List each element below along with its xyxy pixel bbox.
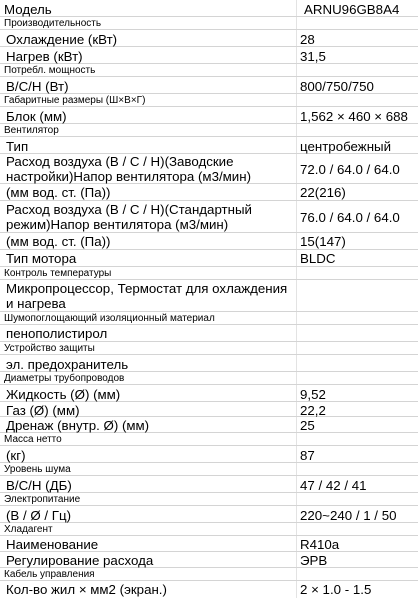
spec-value: BLDC <box>300 251 336 266</box>
spec-value: 2 × 1.0 - 1.5 <box>300 582 372 597</box>
spec-row-airflow-standard <box>0 201 418 233</box>
spec-value: 72.0 / 64.0 / 64.0 <box>300 162 400 177</box>
spec-value: 76.0 / 64.0 / 64.0 <box>300 210 400 225</box>
section-power-supply <box>0 493 418 506</box>
spec-label: Кол-во жил × мм2 (экран.) <box>6 582 167 597</box>
spec-row-pressure-standard <box>0 233 418 250</box>
section-pipes <box>0 372 418 385</box>
spec-row-refrigerant-name <box>0 536 418 552</box>
spec-row-heating <box>0 47 418 64</box>
spec-label: Микропроцессор, Термостат для охлаждения и нагрева <box>6 281 288 311</box>
spec-row-liquid <box>0 385 418 402</box>
spec-label: Расход воздуха (В / С / Н)(Заводские настройки)Напор вентилятора (м3/мин) <box>6 154 251 184</box>
spec-label: эл. предохранитель <box>6 357 129 372</box>
section-title: Контроль температуры <box>4 268 112 279</box>
spec-label: (мм вод. ст. (Па)) <box>6 234 111 249</box>
model-value: ARNU96GB8A4 <box>304 2 400 17</box>
spec-label: Тип <box>6 139 29 154</box>
model-label: Модель <box>4 2 52 17</box>
section-title: Электропитание <box>4 494 81 505</box>
spec-value: 87 <box>300 448 315 463</box>
spec-label: Тип мотора <box>6 251 77 266</box>
model-row <box>0 0 418 17</box>
section-noise <box>0 463 418 476</box>
section-cable <box>0 568 418 581</box>
section-dimensions <box>0 94 418 107</box>
spec-row-pressure-factory <box>0 184 418 201</box>
spec-row-drain <box>0 417 418 433</box>
spec-row-regulation <box>0 552 418 568</box>
spec-row-fan-type <box>0 137 418 154</box>
spec-row-noise <box>0 476 418 493</box>
spec-row-supply <box>0 506 418 523</box>
section-insulation <box>0 312 418 325</box>
spec-value: 220~240 / 1 / 50 <box>300 508 397 523</box>
spec-label: (В / Ø / Гц) <box>6 508 72 523</box>
section-temperature-control <box>0 267 418 280</box>
spec-value: 28 <box>300 32 315 47</box>
section-title: Уровень шума <box>4 464 71 475</box>
spec-value: R410a <box>300 537 340 552</box>
spec-row-airflow-factory <box>0 154 418 184</box>
section-performance <box>0 17 418 30</box>
spec-label: В/С/Н (Вт) <box>6 79 69 94</box>
section-title: Хладагент <box>4 524 53 535</box>
section-refrigerant <box>0 523 418 536</box>
spec-label: Расход воздуха (В / С / Н)(Стандартный режим)Напор вентилятора (м3/мин) <box>6 202 252 232</box>
section-title: Диаметры трубопроводов <box>4 373 125 384</box>
spec-row-gas <box>0 402 418 417</box>
section-title: Габаритные размеры (Ш×В×Г) <box>4 95 146 106</box>
spec-label: Регулирование расхода <box>6 553 154 568</box>
spec-label: Нагрев (кВт) <box>6 49 83 64</box>
section-power <box>0 64 418 77</box>
spec-value: 47 / 42 / 41 <box>300 478 367 493</box>
spec-row-cooling <box>0 30 418 47</box>
spec-value: 15(147) <box>300 234 346 249</box>
spec-value: 31,5 <box>300 49 326 64</box>
spec-label: Наименование <box>6 537 99 552</box>
spec-row-insulation <box>0 325 418 342</box>
spec-row-protection <box>0 355 418 372</box>
spec-label: Жидкость (Ø) (мм) <box>6 387 121 402</box>
spec-row-weight <box>0 446 418 463</box>
spec-label: Охлаждение (кВт) <box>6 32 118 47</box>
spec-row-motor <box>0 250 418 267</box>
spec-value: 22,2 <box>300 403 326 418</box>
spec-value: 22(216) <box>300 185 346 200</box>
spec-value: 1,562 × 460 × 688 <box>300 109 408 124</box>
spec-label: (кг) <box>6 448 26 463</box>
spec-label: Блок (мм) <box>6 109 67 124</box>
spec-value: 800/750/750 <box>300 79 374 94</box>
spec-value: центробежный <box>300 139 392 154</box>
spec-row-unit <box>0 107 418 124</box>
section-fan <box>0 124 418 137</box>
section-title: Шумопоглощающий изоляционный материал <box>4 313 215 324</box>
section-title: Вентилятор <box>4 125 59 136</box>
section-title: Производительность <box>4 18 102 29</box>
spec-label: Газ (Ø) (мм) <box>6 403 80 418</box>
section-protection <box>0 342 418 355</box>
spec-label: пенополистирол <box>6 326 108 341</box>
spec-row-consumption <box>0 77 418 94</box>
spec-value: 9,52 <box>300 387 326 402</box>
section-title: Потребл. мощность <box>4 65 96 76</box>
spec-value: 25 <box>300 418 315 433</box>
spec-label: В/С/Н (ДБ) <box>6 478 72 493</box>
section-title: Устройство защиты <box>4 343 95 354</box>
spec-value: ЭРВ <box>300 553 328 568</box>
spec-label: (мм вод. ст. (Па)) <box>6 185 111 200</box>
section-net-weight <box>0 433 418 446</box>
spec-row-cable-cores <box>0 581 418 598</box>
spec-label: Дренаж (внутр. Ø) (мм) <box>6 418 150 433</box>
section-title: Кабель управления <box>4 569 95 580</box>
section-title: Масса нетто <box>4 434 62 445</box>
spec-row-temperature-control <box>0 280 418 312</box>
